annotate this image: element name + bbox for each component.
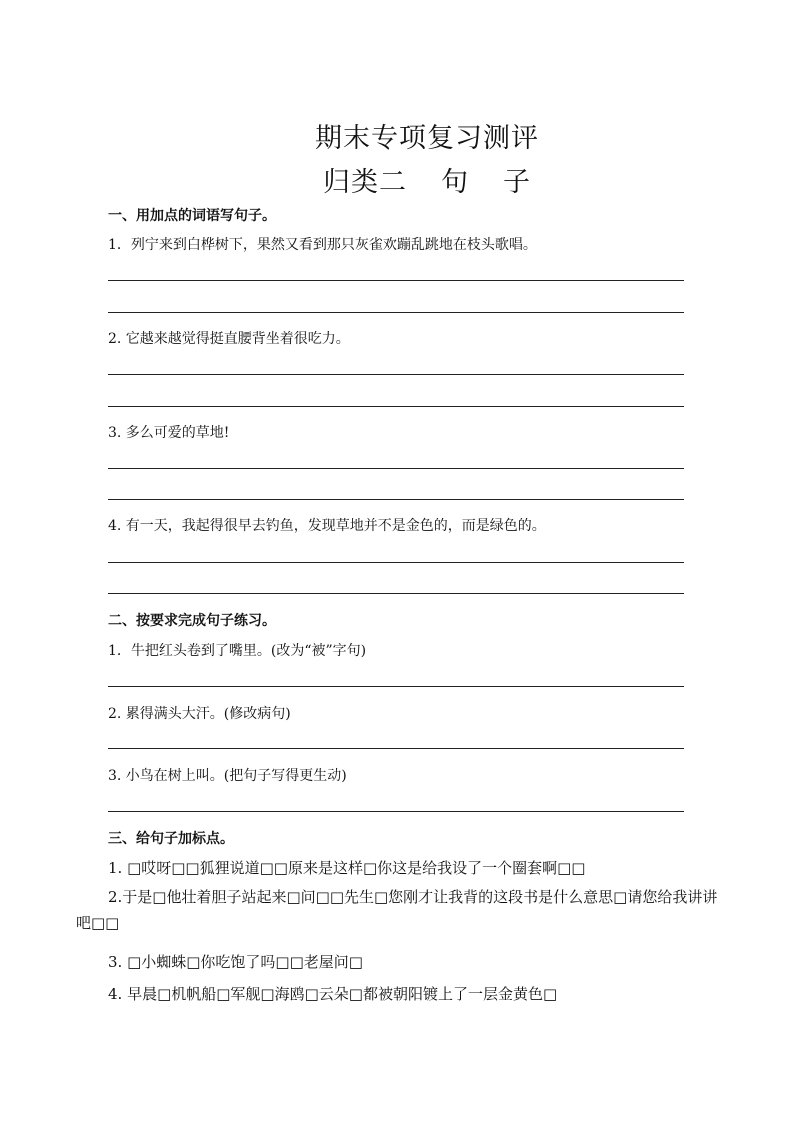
s1-question-2: 2. 它越来越觉得挺直腰背坐着很吃力。 [108,331,350,347]
answer-line[interactable] [108,374,684,375]
s3-item-1: 1. □哎呀□□狐狸说道□□原来是这样□你这是给我设了一个圈套啊□□ [108,859,586,877]
section-1-heading: 一、用加点的词语写句子。 [108,208,276,224]
s2-question-1: 1．牛把红头卷到了嘴里。(改为“被”字句) [108,643,367,659]
section-2-heading: 二、按要求完成句子练习。 [108,613,276,629]
answer-line[interactable] [108,562,684,563]
answer-line[interactable] [108,686,684,687]
subtitle-part-2: 句 [441,167,469,198]
s1-question-4: 4. 有一天，我起得很早去钓鱼，发现草地并不是金色的，而是绿色的。 [108,518,546,534]
answer-line[interactable] [108,312,684,313]
answer-line[interactable] [108,468,684,469]
s2-question-2: 2. 累得满头大汗。(修改病句) [108,706,291,722]
answer-line[interactable] [108,280,684,281]
answer-line[interactable] [108,811,684,812]
answer-line[interactable] [108,406,684,407]
answer-line[interactable] [108,748,684,749]
s2-question-3: 3. 小鸟在树上叫。(把句子写得更生动) [108,768,347,784]
subtitle-part-1: 归类二 [323,167,407,198]
s1-question-1: 1．列宁来到白桦树下，果然又看到那只灰雀欢蹦乱跳地在枝头歌唱。 [108,237,537,253]
section-3-heading: 三、给句子加标点。 [108,831,234,847]
page-title: 期末专项复习测评 [315,123,539,154]
s1-question-3: 3. 多么可爱的草地! [108,425,230,441]
s3-item-3: 3. □小蜘蛛□你吃饱了吗□□老屋问□ [108,953,363,971]
s3-item-2: 2.于是□他壮着胆子站起来□问□□先生□您刚才让我背的这段书是什么意思□请您给我讲讲吧□□ [76,888,718,932]
answer-line[interactable] [108,499,684,500]
subtitle-part-3: 子 [503,167,531,198]
s3-item-4: 4. 早晨□机帆船□军舰□海鸥□云朵□都被朝阳镀上了一层金黄色□ [108,985,558,1003]
answer-line[interactable] [108,593,684,594]
page-subtitle [30,160,794,199]
